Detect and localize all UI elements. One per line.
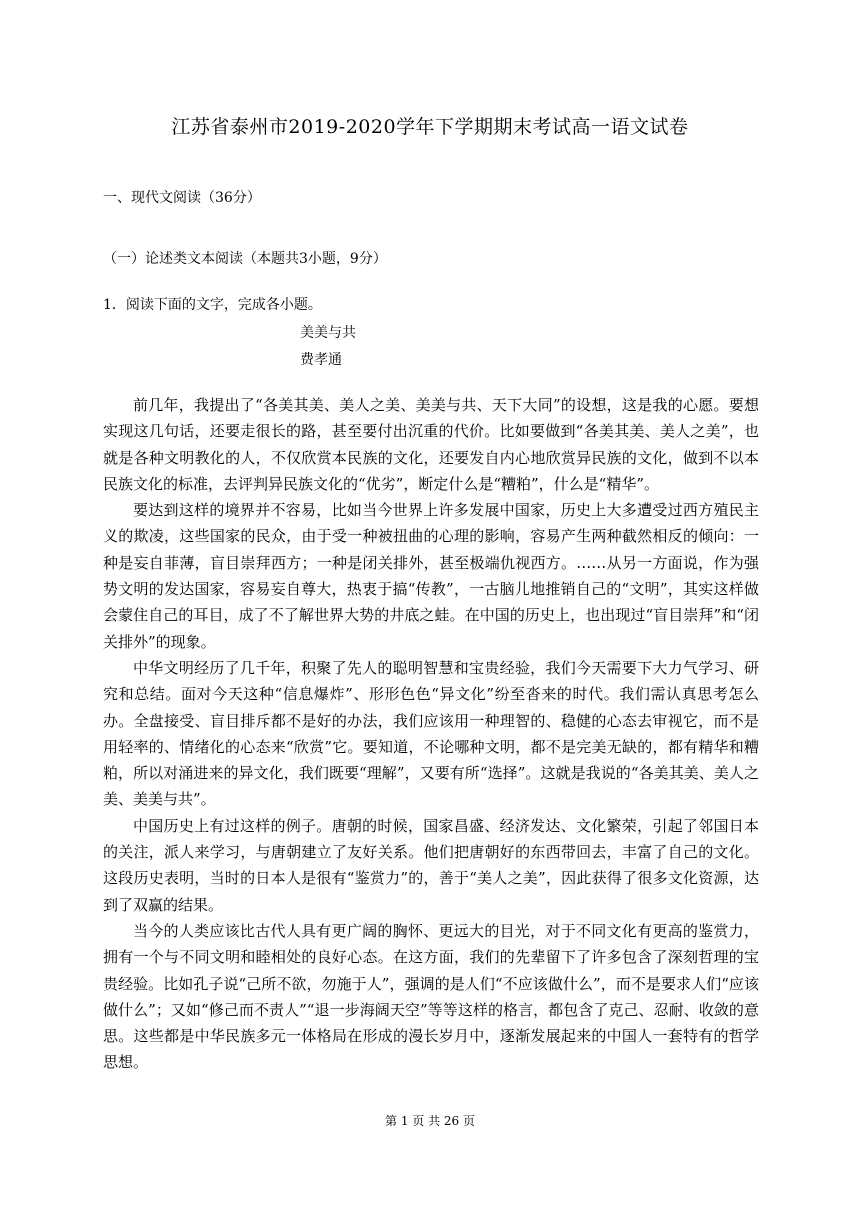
essay-paragraph: 要达到这样的境界并不容易，比如当今世界上许多发展中国家，历史上大多遭受过西方殖民主义的欺凌，这些国家的民众，由于受一种被扭曲的心理的影响，容易产生两种截然相反的倾向：一种是妄自菲薄，盲目崇拜西方；一种是闭关排外，甚至极端仇视西方。……从另一方面说，作为强势文明的发达国家，容易妄自尊大，热衷于搞“传教”，一古脑儿地推销自己的“文明”，其实这样做会蒙住自己的耳目，成了不了解世界大势的井底之蛙。在中国的历史上，也出现过“盲目崇拜”和“闭关排外”的现象。 [103, 501, 759, 651]
section-heading: 一、现代文阅读（36分） [103, 190, 261, 206]
essay-title: 美美与共 [300, 325, 356, 341]
question-prompt: 1．阅读下面的文字，完成各小题。 [103, 297, 322, 313]
essay-author: 费孝通 [300, 352, 342, 368]
essay-paragraph: 当今的人类应该比古代人具有更广阔的胸怀、更远大的目光，对于不同文化有更高的鉴赏力，拥有一个与不同文明和睦相处的良好心态。在这方面，我们的先辈留下了许多包含了深刻哲理的宝贵经验。比如孔子说“己所不欲，勿施于人”，强调的是人们“不应该做什么”，而不是要求人们“应该做什么”；又如“修己而不责人”“退一步海阔天空”等等这样的格言，都包含了克己、忍耐、收敛的意思。这些都是中华民族多元一体格局在形成的漫长岁月中，逐渐发展起来的中国人一套特有的哲学思想。 [103, 921, 759, 1072]
essay-body [103, 392, 759, 1076]
essay-paragraph: 中国历史上有过这样的例子。唐朝的时候，国家昌盛、经济发达、文化繁荣，引起了邻国日本的关注，派人来学习，与唐朝建立了友好关系。他们把唐朝好的东西带回去，丰富了自己的文化。这段历史表明，当时的日本人是很有“鉴赏力”的，善于“美人之美”，因此获得了很多文化资源，达到了双赢的结果。 [103, 816, 759, 914]
page-footer: 第 1 页 共 26 页 [385, 1114, 475, 1128]
essay-paragraph: 前几年，我提出了“各美其美、美人之美、美美与共、天下大同”的设想，这是我的心愿。要想实现这几句话，还要走很长的路，甚至要付出沉重的代价。比如要做到“各美其美、美人之美”，也就是各种文明教化的人，不仅欣赏本民族的文化，还要发自内心地欣赏异民族的文化，做到不以本民族文化的标准，去评判异民族文化的“优劣”，断定什么是“糟粕”，什么是“精华”。 [103, 396, 759, 493]
subsection-heading: （一）论述类文本阅读（本题共3小题，9分） [103, 251, 387, 267]
essay-paragraph: 中华文明经历了几千年，积聚了先人的聪明智慧和宝贵经验，我们今天需要下大力气学习、研究和总结。面对今天这种“信息爆炸”、形形色色“异文化”纷至沓来的时代。我们需认真思考怎么办。全盘接受、盲目排斥都不是好的办法，我们应该用一种理智的、稳健的心态去审视它，而不是用轻率的、情绪化的心态来“欣赏”它。要知道，不论哪种文明，都不是完美无缺的，都有精华和糟粕，所以对涌进来的异文化，我们既要“理解”，又要有所“选择”。这就是我说的“各美其美、美人之美、美美与共”。 [103, 658, 759, 809]
document-title: 江苏省泰州市2019-2020学年下学期期末考试高一语文试卷 [171, 116, 689, 138]
